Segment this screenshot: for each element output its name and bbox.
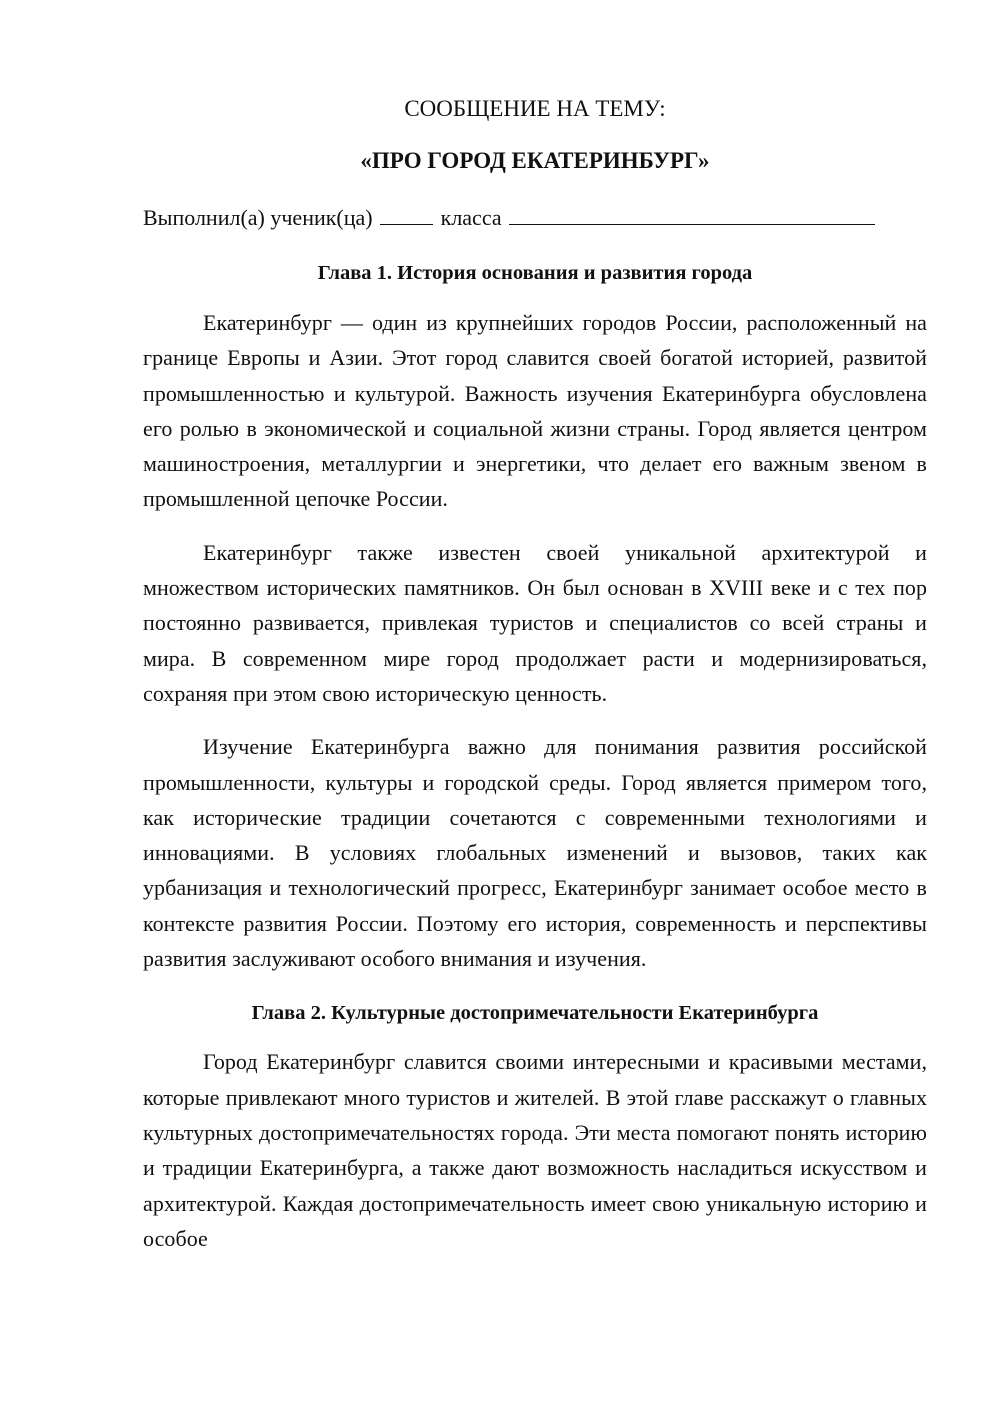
chapter-2-heading: Глава 2. Культурные достопримечательности Екатеринбурга	[251, 1002, 819, 1025]
name-blank	[509, 202, 875, 225]
grade-blank	[380, 202, 433, 225]
chapter-1-paragraph-2: Екатеринбург также известен своей уникальной архитектурой и множеством исторических памятников. Он был основан в XVIII веке и с тех пор постоянно развивается, привлекая туристов и специалистов со всей страны и мира. В современном мире город продолжает расти и модернизироваться, сохраняя при этом свою историческую ценность.	[143, 539, 927, 706]
document-title-line-1: СООБЩЕНИЕ НА ТЕМУ:	[404, 96, 666, 121]
chapter-2-paragraph-1: Город Екатеринбург славится своими интересными и красивыми местами, которые привлекают много туристов и жителей. В этой главе расскажут о главных культурных достопримечательностях города. Эти места помогают понять историю и традиции Екатеринбурга, а также дают возможность насладиться искусством и архитектурой. Каждая достопримечательность имеет свою уникальную историю и особое	[143, 1049, 927, 1251]
chapter-1-paragraph-3: Изучение Екатеринбурга важно для понимания развития российской промышленности, культуры и городской среды. Город является примером того, как исторические традиции сочетаются с современными технологиями и инновациями. В условиях глобальных изменений и вызовов, таких как урбанизация и технологический прогресс, Екатеринбург занимает особое место в контексте развития России. Поэтому его история, современность и перспективы развития заслуживают особого внимания и изучения.	[143, 734, 927, 972]
author-prefix: Выполнил(а) ученик(ца)	[143, 205, 373, 230]
document-title-line-2: «ПРО ГОРОД ЕКАТЕРИНБУРГ»	[360, 148, 710, 173]
author-line	[143, 202, 927, 233]
chapter-1-heading: Глава 1. История основания и развития города	[317, 262, 753, 284]
document-page	[143, 92, 927, 1256]
chapter-1-paragraph-1: Екатеринбург — один из крупнейших городов России, расположенный на границе Европы и Азии. Этот город славится своей богатой историей, развитой промышленностью и культурой. Важность изучения Екатеринбурга обусловлена его ролью в экономической и социальной жизни страны. Город является центром машиностроения, металлургии и энергетики, что делает его важным звеном в промышленной цепочке России.	[143, 310, 927, 512]
author-class-word: класса	[440, 205, 502, 230]
